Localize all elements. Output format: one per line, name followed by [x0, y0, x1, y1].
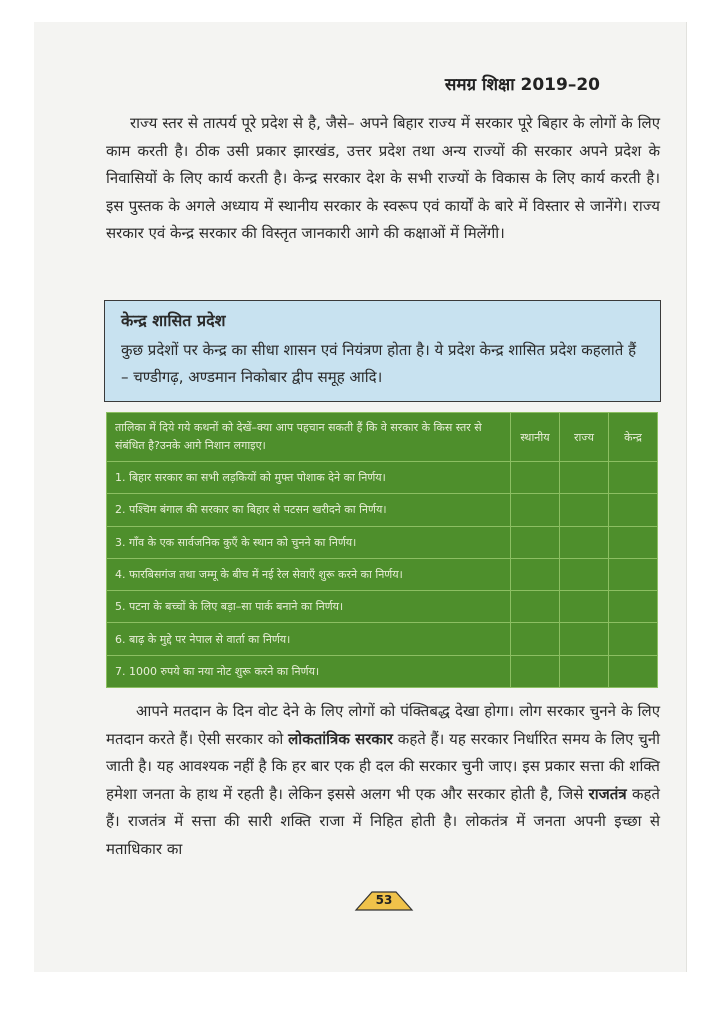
bold-term-monarchy: राजतंत्र [588, 784, 627, 803]
table-row [107, 655, 658, 687]
column-header-centre: केन्द्र [609, 413, 658, 462]
state-mark-cell [560, 494, 609, 526]
table-row [107, 623, 658, 655]
table-statement: 6. बाढ़ के मुद्दे पर नेपाल से वार्ता का निर्णय। [107, 623, 511, 655]
centre-mark-cell [609, 526, 658, 558]
state-mark-cell [560, 462, 609, 494]
info-box-text: कुछ प्रदेशों पर केन्द्र का सीधा शासन एवं नियंत्रण होता है। ये प्रदेश केन्द्र शासित प्रदेश कहलाते हैं – चण्डीगढ़, अण्डमान निकोबार द्वीप समूह आदि। [121, 341, 637, 386]
paragraph-text: आपने मतदान के दिन वोट देने के लिए लोगों को पंक्तिबद्ध देखा होगा। लोग सरकार चुनने के लिए मतदान करते हैं। ऐसी सरकार को [106, 702, 660, 748]
state-mark-cell [560, 526, 609, 558]
state-mark-cell [560, 655, 609, 687]
page-number: 53 [375, 893, 393, 907]
column-header-state: राज्य [560, 413, 609, 462]
centre-mark-cell [609, 623, 658, 655]
table-row [107, 558, 658, 590]
local-mark-cell [511, 591, 560, 623]
centre-mark-cell [609, 591, 658, 623]
activity-table [106, 412, 658, 688]
local-mark-cell [511, 655, 560, 687]
table-header-row [107, 413, 658, 462]
state-mark-cell [560, 623, 609, 655]
centre-mark-cell [609, 462, 658, 494]
column-header-local: स्थानीय [511, 413, 560, 462]
state-mark-cell [560, 591, 609, 623]
local-mark-cell [511, 526, 560, 558]
table-row [107, 462, 658, 494]
state-mark-cell [560, 558, 609, 590]
centre-mark-cell [609, 655, 658, 687]
table-statement: 5. पटना के बच्चों के लिए बड़ा–सा पार्क बनाने का निर्णय। [107, 591, 511, 623]
local-mark-cell [511, 462, 560, 494]
paragraph-democratic-government [106, 698, 660, 863]
union-territory-info-box [104, 300, 661, 402]
local-mark-cell [511, 494, 560, 526]
centre-mark-cell [609, 494, 658, 526]
paragraph-state-government: राज्य स्तर से तात्पर्य पूरे प्रदेश से है, जैसे– अपने बिहार राज्य में सरकार पूरे बिहार के लोगों के लिए काम करती है। ठीक उसी प्रकार झारखंड, उत्तर प्रदेश तथा अन्य राज्यों की सरकार अपने प्रदेश के निवासियों के लिए कार्य करती है। केन्द्र सरकार देश के सभी राज्यों के विकास के लिए कार्य करती है। इस पुस्तक के अगले अध्याय में स्थानीय सरकार के स्वरूप एवं कार्यों के बारे में विस्तार से जानेंगे। राज्य सरकार एवं केन्द्र सरकार की विस्तृत जानकारी आगे की कक्षाओं में मिलेंगी। [106, 114, 660, 242]
table-statement: 3. गाँव के एक सार्वजनिक कुएँ के स्थान को चुनने का निर्णय। [107, 526, 511, 558]
table-statement: 2. पश्चिम बंगाल की सरकार का बिहार से पटसन खरीदने का निर्णय। [107, 494, 511, 526]
table-question: तालिका में दिये गये कथनों को देखें–क्या आप पहचान सकती हैं कि वे सरकार के किस स्तर से संबंधित है?उनके आगे निशान लगाइए। [107, 413, 511, 462]
info-box-title: केन्द्र शासित प्रदेश [121, 311, 226, 330]
local-mark-cell [511, 558, 560, 590]
page-header-title: समग्र शिक्षा 2019–20 [444, 75, 600, 95]
page-number-badge [354, 890, 414, 912]
bold-term-democratic-government: लोकतांत्रिक सरकार [288, 729, 393, 748]
centre-mark-cell [609, 558, 658, 590]
government-level-table [106, 412, 658, 688]
paragraph-text: कहते हैं। राजतंत्र में सत्ता की सारी शक्ति राजा में निहित होती है। लोकतंत्र में जनता अपनी इच्छा से मताधिकार का [106, 784, 660, 858]
local-mark-cell [511, 623, 560, 655]
paragraph-text: कहते हैं। यह सरकार निर्धारित समय के लिए चुनी जाती है। यह आवश्यक नहीं है कि हर बार एक ही दल की सरकार चुनी जाए। इस प्रकार सत्ता की शक्ति हमेशा जनता के हाथ में रहती है। लेकिन इससे अलग भी एक और सरकार होती है, जिसे [106, 729, 660, 803]
table-statement: 4. फारबिसगंज तथा जम्मू के बीच में नई रेल सेवाएँ शुरू करने का निर्णय। [107, 558, 511, 590]
table-statement: 7. 1000 रुपये का नया नोट शुरू करने का निर्णय। [107, 655, 511, 687]
table-row [107, 526, 658, 558]
document-page [34, 22, 687, 972]
table-row [107, 494, 658, 526]
table-statement: 1. बिहार सरकार का सभी लड़कियों को मुफ्त पोशाक देने का निर्णय। [107, 462, 511, 494]
table-row [107, 591, 658, 623]
